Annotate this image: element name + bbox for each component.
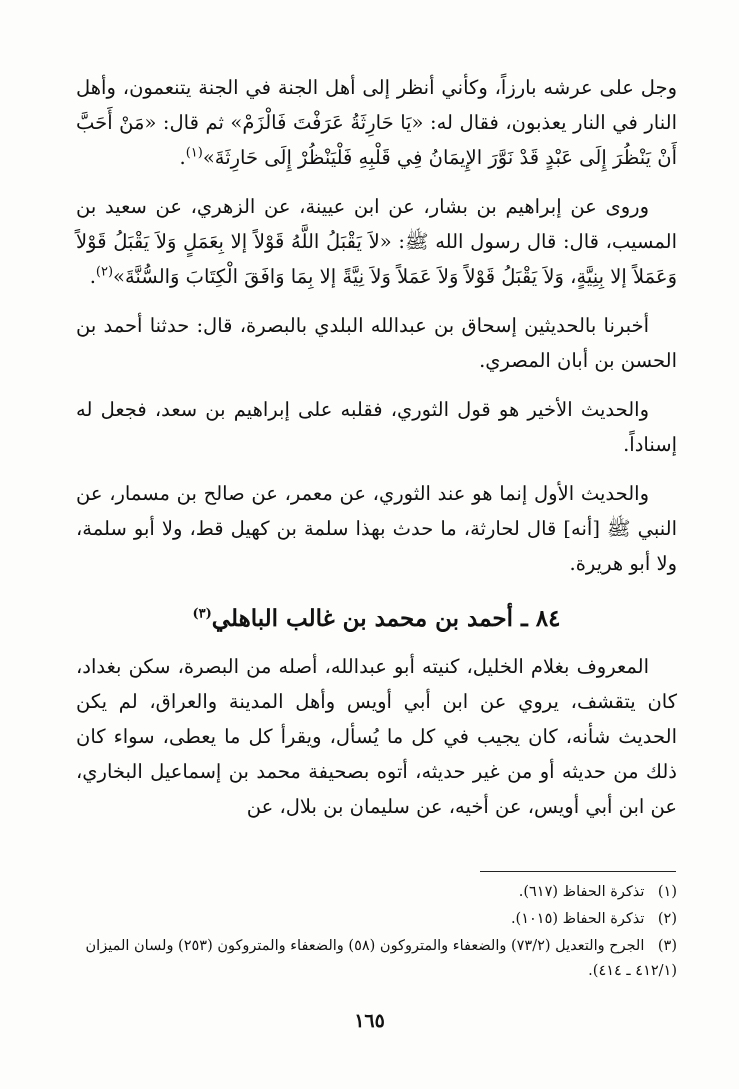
section-heading: ٨٤ ـ أحمد بن محمد بن غالب الباهلي$^{(٣)}$ (192, 605, 561, 632)
footnote-ref-2: (٢) (95, 264, 114, 280)
paragraph-1: وجل على عرشه بارزاً، وكأني أنظر إلى أهل الجنة في الجنة يتنعمون، وأهل النار في النار يعذبون، فقال له: «يَا حَارِثَةُ عَرَفْتَ فَالْزَمْ» ثم قال: «مَنْ أَحَبَّ أَنْ يَنْظُرَ إِلَى عَبْدٍ قَدْ نَوَّرَ الإِيمَانُ فِي قَلْبِهِ فَلْيَنْظُرْ إِلَى حَارِثَةَ»$^{(١)}$. (76, 76, 677, 169)
paragraph-2: وروى عن إبراهيم بن بشار، عن ابن عيينة، عن الزهري، عن سعيد بن المسيب، قال: قال رسول الله ﷺ: «لاَ يَقْبَلُ اللَّهُ قَوْلاً إلا بِعَمَلٍ وَلاَ يَقْبَلُ قَوْلاً وَعَمَلاً إلا بِنِيَّةٍ، وَلاَ يَقْبَلُ قَوْلاً وَلاَ عَمَلاً وَلاَ نِيَّةً إلا بِمَا وَافَقَ الْكِتَابَ وَالسُّنَّةَ»$^{(٢)}$. (76, 195, 677, 288)
footnotes (70, 878, 677, 986)
paragraph-4: والحديث الأخير هو قول الثوري، فقلبه على إبراهيم بن سعد، فجعل له إسناداً. (76, 398, 677, 456)
paragraph-5: والحديث الأول إنما هو عند الثوري، عن معمر، عن صالح بن مسمار، عن النبي ﷺ [أنه] قال لحارثة، ما حدث بهذا سلمة بن كهيل قط، ولا أبو سلمة، ولا أبو هريرة. (76, 482, 677, 575)
page-number: ١٦٥ (354, 1010, 385, 1032)
footnote-item: (٣) الجرح والتعديل (٧٣/٢) والضعفاء والمتروكون (٥٨) والضعفاء والمتروكون (٢٥٣) ولسان الميزان (٤١٢/١ ـ ٤١٤). (85, 938, 677, 979)
main-text (76, 70, 677, 824)
footnote-ref-1: (١) (185, 145, 203, 161)
footnote-item: (٢) تذكرة الحفاظ (١٠١٥). (510, 911, 677, 927)
paragraph-3: أخبرنا بالحديثين إسحاق بن عبدالله البلدي بالبصرة، قال: حدثنا أحمد بن الحسن بن أبان المصري. (76, 314, 677, 372)
footnote-divider (480, 871, 676, 872)
biography-paragraph: المعروف بغلام الخليل، كنيته أبو عبدالله، أصله من البصرة، سكن بغداد، كان يتقشف، يروي عن ابن أبي أويس وأهل المدينة والعراق، لم يكن الحديث شأنه، كان يجيب في كل ما يُسأل، ويقرأ كل ما يعطى، سواء كان ذلك من حديثه أو من غير حديثه، أتوه بصحيفة محمد بن إسماعيل البخاري، عن ابن أبي أويس، عن أخيه، عن سليمان بن بلال، عن (76, 655, 677, 818)
footnote-item: (١) تذكرة الحفاظ (٦١٧). (518, 884, 677, 900)
footnote-ref-3: (٣) (192, 606, 212, 622)
